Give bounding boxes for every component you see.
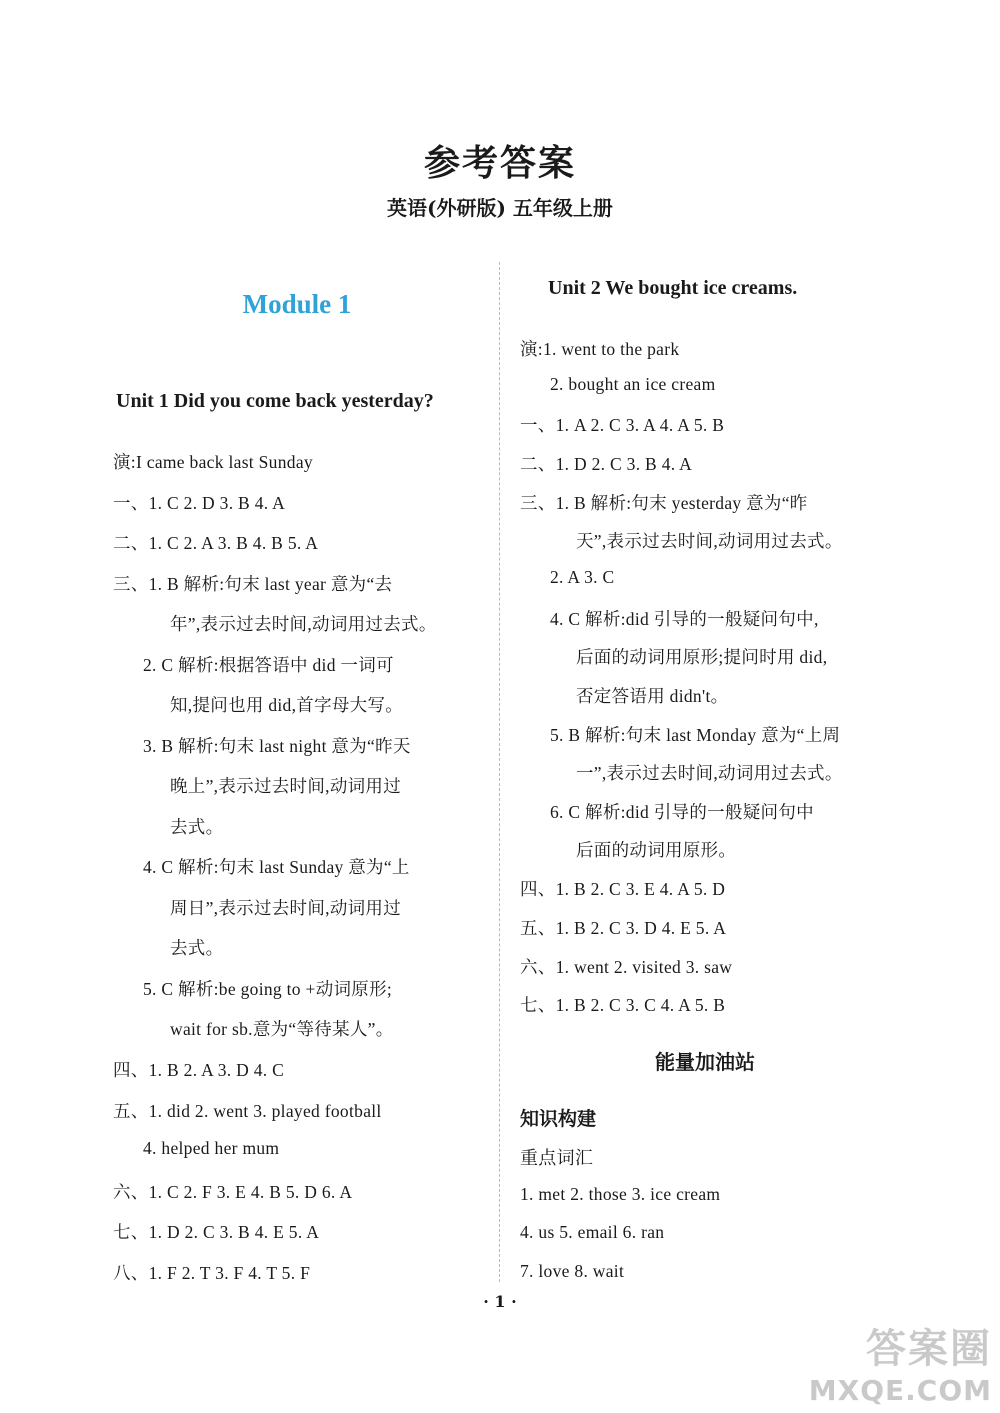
answer-line: 五、1. B 2. C 3. D 4. E 5. A [520, 918, 727, 938]
answer-line: 三、1. B 解析:句末 last year 意为“去 [113, 574, 393, 594]
answer-line: 一、1. C 2. D 3. B 4. A [113, 493, 286, 513]
answer-line: 六、1. went 2. visited 3. saw [520, 957, 733, 977]
unit-2-heading: Unit 2 We bought ice creams. [548, 277, 798, 299]
answer-line: 2. bought an ice cream [550, 374, 716, 394]
answer-line: 演:I came back last Sunday [113, 452, 313, 472]
vocab-line: 4. us 5. email 6. ran [520, 1222, 665, 1242]
module-heading: Module 1 [242, 289, 352, 319]
answer-line: 年”,表示过去时间,动词用过去式。 [170, 614, 437, 634]
answer-line: 周日”,表示过去时间,动词用过 [170, 898, 402, 918]
answer-line: 七、1. B 2. C 3. C 4. A 5. B [520, 995, 726, 1015]
answer-line: 4. C 解析:句末 last Sunday 意为“上 [143, 857, 410, 877]
answer-line: 六、1. C 2. F 3. E 4. B 5. D 6. A [113, 1182, 353, 1202]
answer-line: 否定答语用 didn't。 [576, 686, 729, 706]
answer-line: 五、1. did 2. went 3. played football [113, 1101, 382, 1121]
knowledge-heading: 知识构建 [520, 1108, 597, 1130]
answer-line: 3. B 解析:句末 last night 意为“昨天 [143, 736, 411, 756]
answer-line: 6. C 解析:did 引导的一般疑问句中 [550, 802, 814, 822]
page-number: · 1 · [483, 1292, 517, 1311]
page-subtitle: 英语(外研版) 五年级上册 [387, 196, 613, 220]
answer-line: 后面的动词用原形。 [576, 840, 737, 860]
page-title: 参考答案 [423, 142, 576, 184]
vocab-line: 1. met 2. those 3. ice cream [520, 1184, 721, 1204]
answer-line: 2. A 3. C [550, 567, 615, 587]
answer-line: 去式。 [170, 817, 224, 837]
answer-line: 天”,表示过去时间,动词用过去式。 [576, 531, 843, 551]
answer-line: 5. B 解析:句末 last Monday 意为“上周 [550, 725, 841, 745]
vocab-line: 7. love 8. wait [520, 1261, 625, 1281]
answer-line: 4. C 解析:did 引导的一般疑问句中, [550, 609, 819, 629]
answer-line: 晚上”,表示过去时间,动词用过 [170, 776, 402, 796]
answer-line: 一”,表示过去时间,动词用过去式。 [576, 763, 843, 783]
vocab-heading: 重点词汇 [520, 1148, 594, 1168]
unit-1-heading: Unit 1 Did you come back yesterday? [116, 390, 434, 412]
answer-line: 二、1. D 2. C 3. B 4. A [520, 454, 693, 474]
answer-line: 二、1. C 2. A 3. B 4. B 5. A [113, 533, 319, 553]
answer-line: 四、1. B 2. A 3. D 4. C [113, 1060, 285, 1080]
answer-line: 八、1. F 2. T 3. F 4. T 5. F [113, 1263, 311, 1283]
answer-line: 演:1. went to the park [520, 339, 680, 359]
watermark-logo-text: 答案圈 [866, 1325, 992, 1372]
column-divider [499, 262, 500, 1282]
energy-station-heading: 能量加油站 [655, 1050, 755, 1074]
answer-line: 知,提问也用 did,首字母大写。 [170, 695, 404, 715]
answer-line: 三、1. B 解析:句末 yesterday 意为“昨 [520, 493, 808, 513]
watermark [809, 1317, 992, 1407]
answer-line: 4. helped her mum [143, 1138, 280, 1158]
watermark-url: MXQE.COM [808, 1374, 992, 1407]
answer-line: 四、1. B 2. C 3. E 4. A 5. D [520, 879, 726, 899]
answer-line: 后面的动词用原形;提问时用 did, [576, 647, 828, 667]
answer-line: 一、1. A 2. C 3. A 4. A 5. B [520, 415, 725, 435]
answer-line: 5. C 解析:be going to +动词原形; [143, 979, 393, 999]
answer-line: 七、1. D 2. C 3. B 4. E 5. A [113, 1222, 320, 1242]
answer-line: wait for sb.意为“等待某人”。 [170, 1019, 394, 1039]
answer-line: 2. C 解析:根据答语中 did 一词可 [143, 655, 394, 675]
answer-line: 去式。 [170, 938, 224, 958]
